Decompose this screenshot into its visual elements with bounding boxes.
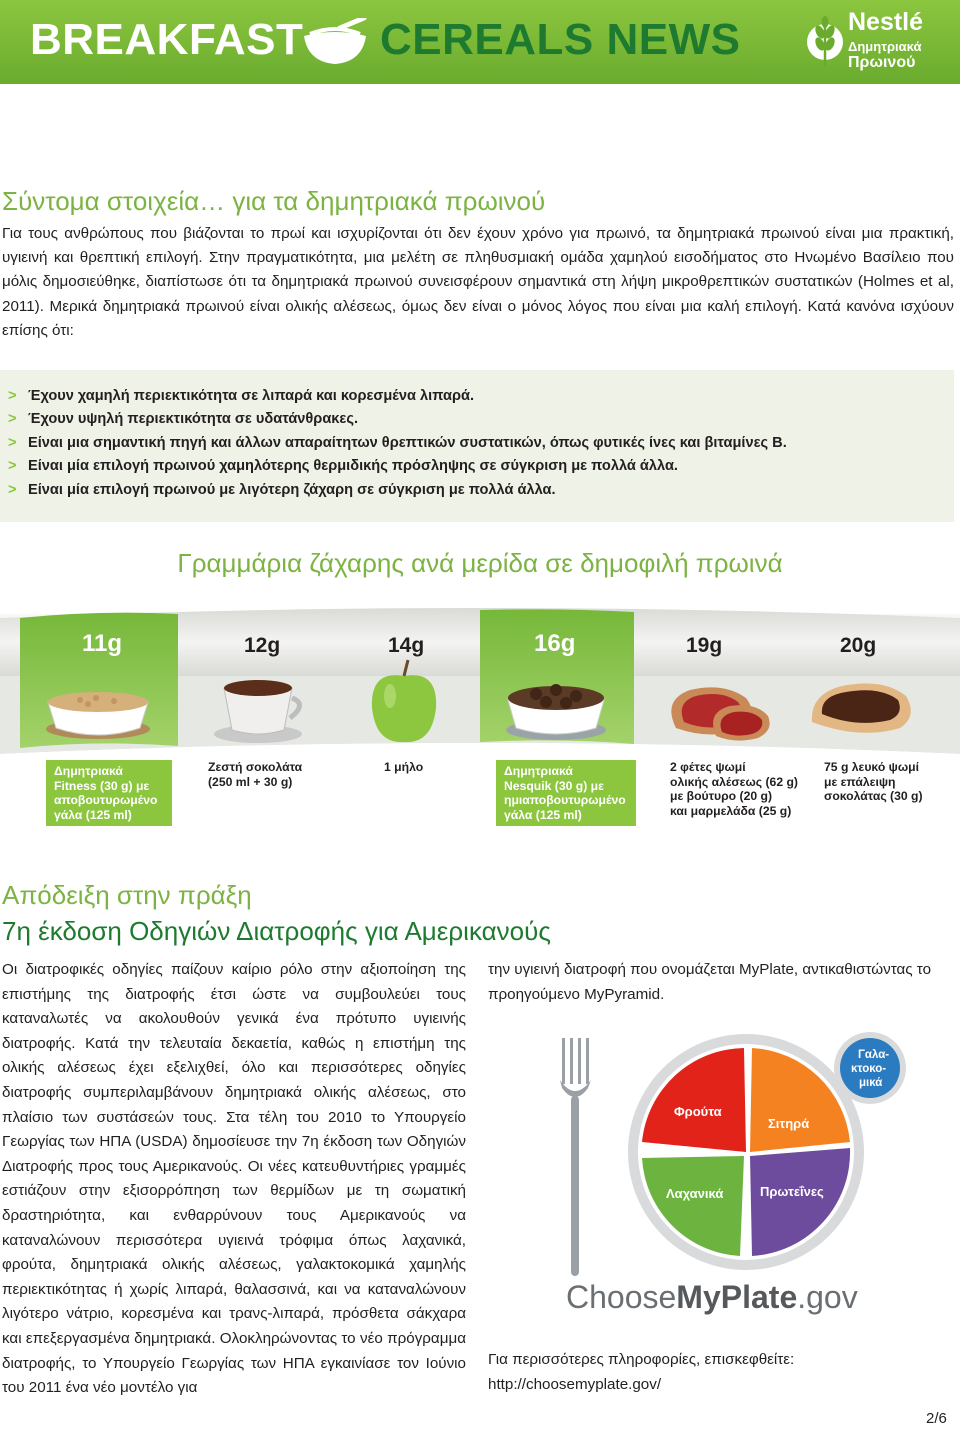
- plate-label-grains: Σιτηρά: [768, 1116, 810, 1131]
- sugar-section-title: Γραμμάρια ζάχαρης ανά μερίδα σε δημοφιλή πρωινά: [177, 548, 783, 578]
- sugar-value-chocolate-bread: 20g: [840, 634, 877, 657]
- myplate-illustration: [488, 1024, 954, 1330]
- benefit-item: [8, 455, 954, 478]
- benefits-box: [0, 370, 954, 522]
- intro-paragraph: Για τους ανθρώπους που βιάζονται το πρωί και ισχυρίζονται ότι δεν έχουν χρόνο για πρωινό, τα δημητριακά πρωινού είναι μια πρακτική, υγιεινή και θρεπτική επιλογή. Στην πραγματικότητα, μια μελέτη σε πληθυσμιακή ομάδα χαμηλού εισοδήματος στο Ηνωμένο Βασίλειο που μόλις δημοσιεύθηκε, διαπίστωσε ότι τα δημητριακά πρωινού συνεισφέρουν σημαντικά στη λήψη μικροθρεπτικών συστατικών (Holmes et al, 2011). Μερικά δημητριακά πρωινού είναι ολικής αλέσεως, όμως δεν είναι ο μόνος λόγος που είναι μια καλή επιλογή. Κατά κανόνα ισχύουν επίσης ότι:: [2, 225, 954, 339]
- logo-brand: Nestlé: [848, 8, 924, 36]
- benefit-text: Έχουν υψηλή περιεκτικότητα σε υδατάνθρακες.: [28, 411, 358, 428]
- logo-line-1: Δημητριακά: [848, 39, 922, 54]
- sugar-value-fitness: 11g: [82, 630, 123, 657]
- bullet-mark: >: [8, 411, 17, 428]
- benefit-text: Είναι μία επιλογή πρωινού με λιγότερη ζάχαρη σε σύγκριση με πολλά άλλα.: [28, 481, 556, 498]
- plate-label-fruits: Φρούτα: [674, 1104, 722, 1119]
- sugar-desc-nesquik: Δημητριακά Nesquik (30 g) με ημιαποβουτυρωμένο γάλα (125 ml): [496, 760, 636, 826]
- bullet-mark: >: [8, 434, 17, 451]
- guidelines-title: 7η έκδοση Οδηγιών Διατροφής για Αμερικανούς: [2, 916, 551, 946]
- cereal-bowl-icon: [300, 18, 370, 68]
- bullet-mark: >: [8, 481, 17, 498]
- benefit-text: Είναι μια σημαντική πηγή και άλλων απαραίτητων θρεπτικών συστατικών, όπως φυτικές ίνες και βιταμίνες Β.: [28, 434, 787, 451]
- bullet-mark: >: [8, 388, 17, 404]
- bullet-mark: >: [8, 458, 17, 475]
- plate-vegetables-section: [642, 1156, 744, 1256]
- brand-myplate: MyPlate: [676, 1279, 798, 1315]
- plate-label-protein: Πρωτεΐνες: [760, 1184, 824, 1199]
- dairy-label-3: μικά: [859, 1077, 883, 1089]
- benefit-text: Έχουν χαμηλή περιεκτικότητα σε λιπαρά και κορεσμένα λιπαρά.: [28, 388, 474, 404]
- intro-title: Σύντομα στοιχεία… για τα δημητριακά πρωινού: [2, 186, 546, 216]
- benefit-item: [8, 385, 954, 408]
- fitness-cereal-bowl-icon: [46, 692, 150, 739]
- header-title-left: BREAKFAST: [30, 15, 304, 64]
- sugar-value-toast: 19g: [686, 634, 723, 657]
- plate-fruits-section: [642, 1048, 746, 1152]
- more-info-link[interactable]: http://choosemyplate.gov/: [488, 1375, 662, 1393]
- choosemyplate-brand: [566, 1279, 858, 1315]
- plate-label-vegetables: Λαχανικά: [666, 1186, 724, 1201]
- plate-protein-section: [750, 1148, 850, 1256]
- nesquik-cereal-bowl-icon: [506, 684, 606, 740]
- sugar-desc-chocolate-bread: 75 g λευκό ψωμί με επάλειψη σοκολάτας (30 g): [824, 760, 923, 803]
- sugar-value-apple: 14g: [388, 634, 425, 657]
- sugar-desc-toast: 2 φέτες ψωμί ολικής αλέσεως (62 g) με βούτυρο (20 g) και μαρμελάδα (25 g): [670, 760, 798, 818]
- fork-icon: [560, 1038, 591, 1276]
- myplate-graphic: [488, 1024, 954, 1330]
- more-info: [488, 1348, 954, 1397]
- more-info-text: Για περισσότερες πληροφορίες, επισκεφθείτε:: [488, 1351, 795, 1368]
- sugar-value-nesquik: 16g: [534, 630, 576, 657]
- sugar-desc-fitness: Δημητριακά Fitness (30 g) με αποβουτυρωμένο γάλα (125 ml): [46, 760, 172, 826]
- nestle-cereals-logo: [800, 4, 956, 80]
- dairy-label-2: κτοκο-: [851, 1063, 887, 1075]
- brand-gov: .gov: [797, 1279, 858, 1315]
- proof-title: Απόδειξη στην πράξη: [2, 880, 252, 910]
- benefit-item: [8, 408, 954, 431]
- wheat-icon: [806, 10, 844, 74]
- header-title-right: CEREALS NEWS: [380, 15, 741, 64]
- logo-line-2: Πρωινού: [848, 54, 916, 71]
- dairy-label-1: Γαλα-: [858, 1049, 890, 1061]
- brand-choose: Choose: [566, 1279, 677, 1315]
- benefit-item: [8, 479, 954, 502]
- guidelines-body-right: την υγιεινή διατροφή που ονομάζεται MyPlate, αντικαθιστώντας το προηγούμενο MyPyramid.: [488, 961, 932, 1003]
- guidelines-body-left: Οι διατροφικές οδηγίες παίζουν καίριο ρόλο στην αξιοποίηση της επιστήμης της διατροφής έτσι ώστε να συμβουλεύει τους καταναλωτές να ακολουθούν γενικά ένα πρότυπο υγιεινής διατροφής. Κατά την τελευταία δεκαετία, καθώς η επιστήμη της ολικής αλέσεως έχει εξελιχθεί, όλο και περισσότερες οδηγίες διατροφής συμπεριλαμβάνουν δημητριακά ολικής αλέσεως, στο πλαίσιο των συστάσεών τους. Στα τέλη του 2010 το Υπουργείο Γεωργίας των ΗΠΑ (USDA) δημοσίευσε την 7η έκδοση των Οδηγιών Διατροφής προς τους Αμερικανούς. Οι νέες κατευθυντήριες γραμμές εστιάζουν στην εξισορρόπηση των θερμίδων με τη σωματική δραστηριότητα, και ενθαρρύνουν τους Αμερικανούς να καταναλώνουν περισσότερα υγιεινά τρόφιμα όπως λαχανικά, φρούτα, δημητριακά ολικής αλέσεως, γαλακτοκομικά χαμηλής περιεκτικότητας ή χωρίς λιπαρά, θαλασσινά, και να καταναλώνουν λιγότερο νάτριο, κορεσμένα και τρανς-λιπαρά, πρόσθετα σάκχαρα και επεξεργασμένα δημητριακά. Ολοκληρώνοντας το νέο πρόγραμμα διατροφής, το Υπουργείο Γεωργίας των ΗΠΑ εγκαινίασε τον Ιούνιο του 2011 ένα νέο μοντέλο για: [2, 961, 466, 1397]
- header-banner: [0, 0, 960, 84]
- sugar-desc-hot-chocolate: Ζεστή σοκολάτα (250 ml + 30 g): [208, 760, 303, 789]
- benefit-item: [8, 432, 954, 455]
- page-number: 2/6: [926, 1410, 947, 1427]
- sugar-value-hot-chocolate: 12g: [244, 634, 281, 657]
- sugar-desc-apple: 1 μήλο: [384, 760, 424, 774]
- benefit-text: Είναι μία επιλογή πρωινού χαμηλότερης θερμιδικής πρόσληψης σε σύγκριση με πολλά άλλα.: [28, 458, 678, 475]
